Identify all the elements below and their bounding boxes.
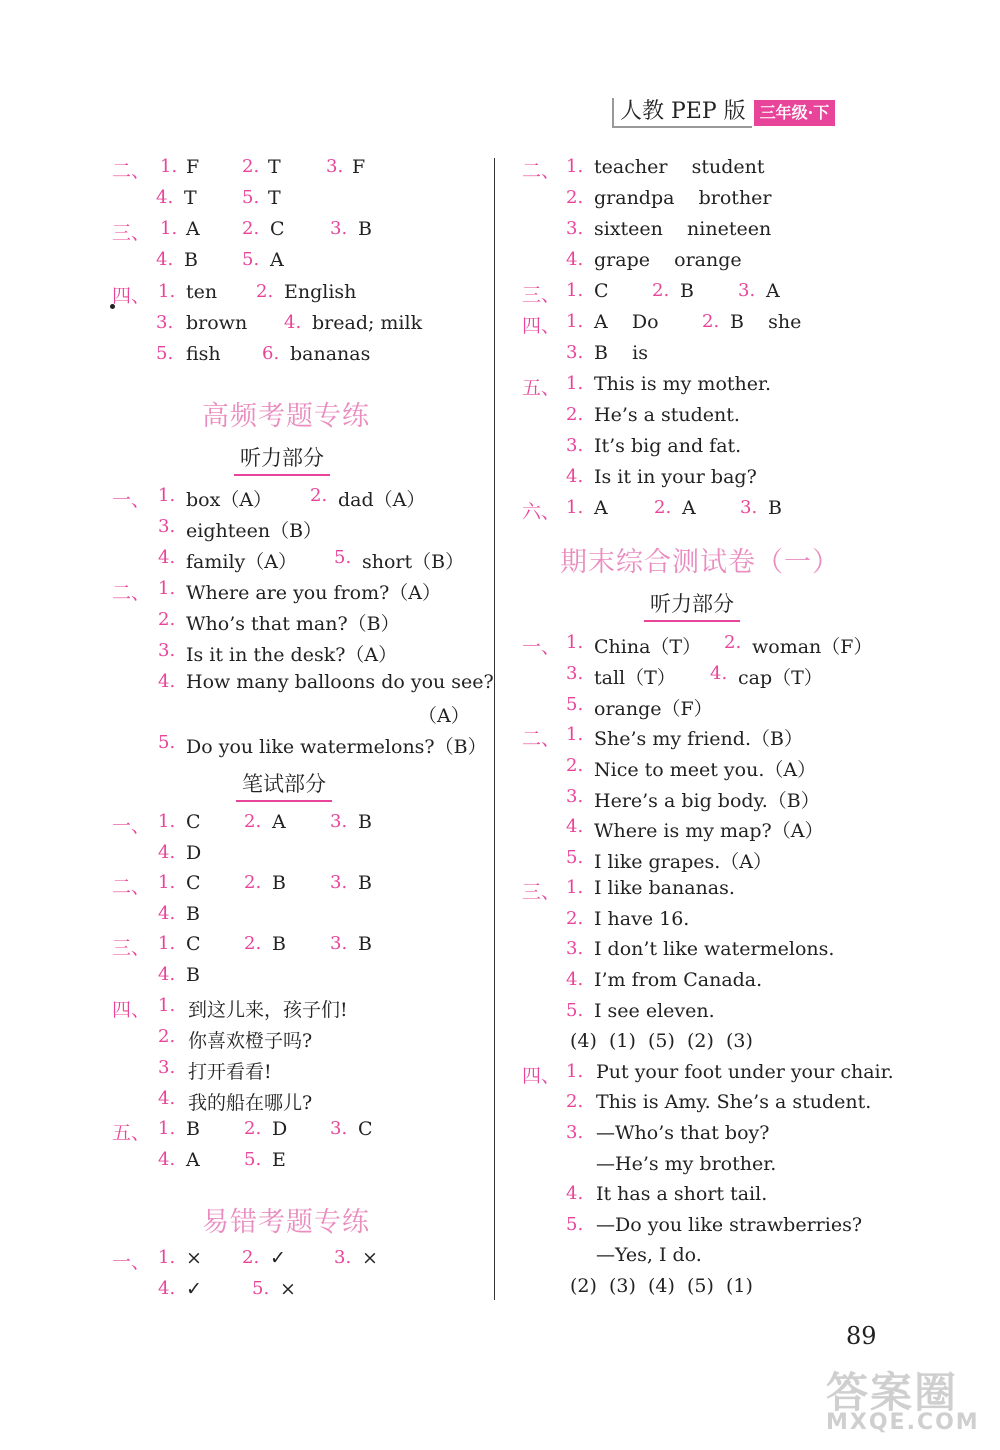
item-number: 3.	[566, 218, 584, 239]
item-number: 3.	[738, 280, 756, 301]
answer: 你喜欢橙子吗?	[188, 1030, 313, 1052]
answer: dad（A）	[338, 489, 426, 511]
item-number: 1.	[158, 485, 176, 506]
answer: A	[186, 1149, 200, 1171]
item-number: 4.	[158, 842, 176, 863]
item-number: 5.	[566, 847, 584, 868]
item-number: 5.	[242, 187, 260, 208]
answer: B	[358, 933, 372, 955]
answer: A	[270, 249, 284, 271]
answer: cap（T）	[738, 667, 823, 689]
answer: bread; milk	[312, 312, 423, 334]
section-label: 六、	[522, 501, 561, 523]
item-number: 4.	[156, 187, 174, 208]
section-label: 四、	[522, 1065, 561, 1087]
subsection-heading: 听力部分	[240, 442, 324, 472]
item-number: 3.	[158, 1057, 176, 1078]
answer: C	[186, 933, 201, 955]
watermark-url: MXQE.COM	[826, 1410, 980, 1435]
answer: C	[358, 1118, 373, 1140]
item-number: 2.	[158, 609, 176, 630]
item-number: 2.	[566, 908, 584, 929]
section-label: 一、	[112, 489, 151, 511]
answer: This is Amy. She’s a student.	[596, 1091, 872, 1113]
answer: ten	[186, 281, 218, 303]
item-number: 5.	[334, 547, 352, 568]
item-number: 4.	[158, 964, 176, 985]
item-number: 4.	[284, 312, 302, 333]
answer: ✓	[186, 1278, 202, 1300]
item-number: 1.	[158, 1247, 176, 1268]
answer: B	[358, 872, 372, 894]
item-number: 1.	[566, 373, 584, 394]
answer: box（A）	[186, 489, 273, 511]
item-number: 4.	[156, 249, 174, 270]
item-number: 1.	[158, 281, 176, 302]
item-number: 2.	[310, 485, 328, 506]
section-heading: 易错考题专练	[202, 1207, 370, 1238]
answer: ×	[186, 1247, 202, 1269]
answer: I like bananas.	[594, 877, 735, 899]
item-number: 1.	[158, 578, 176, 599]
item-number: 3.	[158, 640, 176, 661]
answer: Where is my map?（A）	[594, 820, 824, 842]
answer: 到这儿来，孩子们!	[188, 999, 348, 1021]
answer: Nice to meet you.（A）	[594, 759, 817, 781]
answer: Put your foot under your chair.	[596, 1061, 894, 1083]
answer: T	[268, 156, 281, 178]
item-number: 4.	[566, 1183, 584, 1204]
section-label: 二、	[112, 160, 151, 182]
section-heading: 高频考题专练	[202, 401, 370, 432]
answer: B	[358, 218, 372, 240]
item-number: 2.	[566, 187, 584, 208]
item-number: 2.	[702, 311, 720, 332]
item-number: 4.	[158, 1088, 176, 1109]
section-label: 四、	[112, 285, 151, 307]
answer: D	[272, 1118, 288, 1140]
item-number: 4.	[158, 903, 176, 924]
item-number: 3.	[566, 938, 584, 959]
item-number: 2.	[244, 872, 262, 893]
answer: sixteen nineteen	[594, 218, 772, 240]
column-divider	[494, 158, 495, 1300]
item-number: 3.	[566, 1122, 584, 1143]
answer: B	[768, 497, 782, 519]
item-number: 3.	[330, 1118, 348, 1139]
answer: A Do	[594, 311, 659, 333]
item-number: 1.	[160, 218, 178, 239]
section-label: 三、	[112, 222, 151, 244]
answer: bananas	[290, 343, 371, 365]
watermark-logo	[820, 1360, 992, 1442]
item-number: 3.	[566, 786, 584, 807]
answer: F	[186, 156, 200, 178]
page-number: 89	[846, 1322, 877, 1350]
item-number: 1.	[566, 877, 584, 898]
answer: —Who’s that boy?	[596, 1122, 770, 1144]
answer: tall（T）	[594, 667, 676, 689]
answer: 我的船在哪儿?	[188, 1092, 313, 1114]
section-label: 四、	[522, 315, 561, 337]
section-label: 三、	[522, 284, 561, 306]
section-label: 四、	[112, 999, 151, 1021]
answer: C	[594, 280, 609, 302]
item-number: 2.	[242, 218, 260, 239]
answer: A	[766, 280, 780, 302]
answer: family（A）	[186, 551, 297, 573]
answer: —He’s my brother.	[596, 1153, 777, 1175]
answer: orange（F）	[594, 698, 713, 720]
item-number: 4.	[566, 466, 584, 487]
answer: Is it in the desk?（A）	[186, 644, 398, 666]
item-number: 3.	[158, 516, 176, 537]
answer: Is it in your bag?	[594, 466, 757, 488]
answer: —Yes, I do.	[596, 1244, 702, 1266]
answer: grandpa brother	[594, 187, 772, 209]
item-number: 5.	[566, 1000, 584, 1021]
answer: B is	[594, 342, 648, 364]
answer: B	[186, 903, 200, 925]
answer: —Do you like strawberries?	[596, 1214, 862, 1236]
item-number: 1.	[566, 280, 584, 301]
item-number: 4.	[158, 547, 176, 568]
answer: T	[268, 187, 281, 209]
section-label: 一、	[112, 815, 151, 837]
item-number: 3.	[740, 497, 758, 518]
item-number: 4.	[566, 816, 584, 837]
item-number: 3.	[330, 811, 348, 832]
answer: F	[352, 156, 366, 178]
answer: eighteen（B）	[186, 520, 323, 542]
section-label: 二、	[522, 160, 561, 182]
answer: English	[284, 281, 357, 303]
item-number: 2.	[566, 404, 584, 425]
item-number: 2.	[566, 1091, 584, 1112]
answer: brown	[186, 312, 248, 334]
item-number: 1.	[566, 156, 584, 177]
answer: B	[186, 964, 200, 986]
section-heading: 期末综合测试卷（一）	[560, 547, 840, 578]
section-label: 二、	[112, 582, 151, 604]
item-number: 2.	[244, 933, 262, 954]
answer: It’s big and fat.	[594, 435, 742, 457]
answer: B	[186, 1118, 200, 1140]
section-label: 二、	[522, 728, 561, 750]
section-label: 三、	[112, 937, 151, 959]
answer: C	[186, 872, 201, 894]
section-label: 二、	[112, 876, 151, 898]
item-number: 1.	[566, 632, 584, 653]
item-number: 5.	[566, 694, 584, 715]
item-number: 2.	[652, 280, 670, 301]
answer: B	[272, 872, 286, 894]
answer: Who’s that man?（B）	[186, 613, 400, 635]
item-number: 2.	[566, 755, 584, 776]
item-number: 3.	[156, 312, 174, 333]
answer: I’m from Canada.	[594, 969, 763, 991]
answer: A	[682, 497, 696, 519]
answer: A	[272, 811, 286, 833]
section-label: 五、	[112, 1122, 151, 1144]
answer: China（T）	[594, 636, 702, 658]
item-number: 2.	[724, 632, 742, 653]
answer: I see eleven.	[594, 1000, 715, 1022]
edition-label: 人教 PEP 版	[612, 98, 752, 128]
answer: This is my mother.	[594, 373, 772, 395]
answer: fish	[186, 343, 221, 365]
item-number: 4.	[566, 249, 584, 270]
answer: It has a short tail.	[596, 1183, 768, 1205]
item-number: 3.	[566, 342, 584, 363]
item-number: 1.	[566, 497, 584, 518]
watermark-text: 答案圈	[826, 1368, 959, 1417]
item-number: 5.	[566, 1214, 584, 1235]
answer: I don’t like watermelons.	[594, 938, 835, 960]
section-label: 三、	[522, 881, 561, 903]
item-number: 4.	[158, 671, 176, 692]
answer: How many balloons do you see?	[186, 671, 494, 693]
item-number: 4.	[710, 663, 728, 684]
item-number: 5.	[244, 1149, 262, 1170]
item-number: 2.	[242, 156, 260, 177]
answer-order: (4) (1) (5) (2) (3)	[570, 1030, 753, 1052]
answer: E	[272, 1149, 286, 1171]
item-number: 5.	[252, 1278, 270, 1299]
answer: grape orange	[594, 249, 742, 271]
answer: teacher student	[594, 156, 765, 178]
item-number: 1.	[566, 311, 584, 332]
item-number: 2.	[654, 497, 672, 518]
answer: He’s a student.	[594, 404, 740, 426]
page-header	[612, 98, 835, 128]
item-number: 4.	[158, 1278, 176, 1299]
item-number: 2.	[256, 281, 274, 302]
answer: Do you like watermelons?（B）	[186, 736, 487, 758]
answer: Here’s a big body.（B）	[594, 790, 820, 812]
subsection-heading: 听力部分	[650, 588, 734, 618]
item-number: 3.	[334, 1247, 352, 1268]
item-number: 3.	[330, 933, 348, 954]
answer: short（B）	[362, 551, 465, 573]
item-number: 1.	[158, 995, 176, 1016]
item-number: 6.	[262, 343, 280, 364]
answer: She’s my friend.（B）	[594, 728, 803, 750]
answer: ×	[362, 1247, 378, 1269]
answer: B	[358, 811, 372, 833]
item-number: 1.	[158, 933, 176, 954]
item-number: 3.	[326, 156, 344, 177]
item-number: 3.	[330, 872, 348, 893]
item-number: 3.	[566, 435, 584, 456]
item-number: 3.	[330, 218, 348, 239]
section-label: 五、	[522, 377, 561, 399]
answer: I like grapes.（A）	[594, 851, 772, 873]
item-number: 5.	[156, 343, 174, 364]
item-number: 5.	[158, 732, 176, 753]
answer: ×	[280, 1278, 296, 1300]
answer: A	[186, 218, 200, 240]
answer: 打开看看!	[188, 1061, 272, 1083]
answer: B she	[730, 311, 802, 333]
item-number: 1.	[158, 872, 176, 893]
item-number: 1.	[158, 1118, 176, 1139]
answer: ✓	[270, 1247, 286, 1269]
answer: B	[184, 249, 198, 271]
item-number: 1.	[566, 724, 584, 745]
item-number: 1.	[158, 811, 176, 832]
answer: I have 16.	[594, 908, 690, 930]
answer-order: (2) (3) (4) (5) (1)	[570, 1275, 753, 1297]
item-number: 3.	[566, 663, 584, 684]
answer: （A）	[418, 705, 470, 727]
answer: woman（F）	[752, 636, 873, 658]
answer: C	[186, 811, 201, 833]
answer: B	[272, 933, 286, 955]
answer: T	[184, 187, 197, 209]
item-number: 2.	[242, 1247, 260, 1268]
item-number: 2.	[244, 811, 262, 832]
section-label: 一、	[522, 636, 561, 658]
answer: D	[186, 842, 202, 864]
section-label: 一、	[112, 1251, 151, 1273]
grade-badge: 三年级·下	[754, 100, 836, 126]
item-number: 2.	[244, 1118, 262, 1139]
item-number: 5.	[242, 249, 260, 270]
item-number: 1.	[160, 156, 178, 177]
subsection-heading: 笔试部分	[242, 768, 326, 798]
item-number: 4.	[158, 1149, 176, 1170]
answer: A	[594, 497, 608, 519]
item-number: 2.	[158, 1026, 176, 1047]
item-number: 4.	[566, 969, 584, 990]
answer: Where are you from?（A）	[186, 582, 441, 604]
answer: B	[680, 280, 694, 302]
item-number: 1.	[566, 1061, 584, 1082]
answer: C	[270, 218, 285, 240]
